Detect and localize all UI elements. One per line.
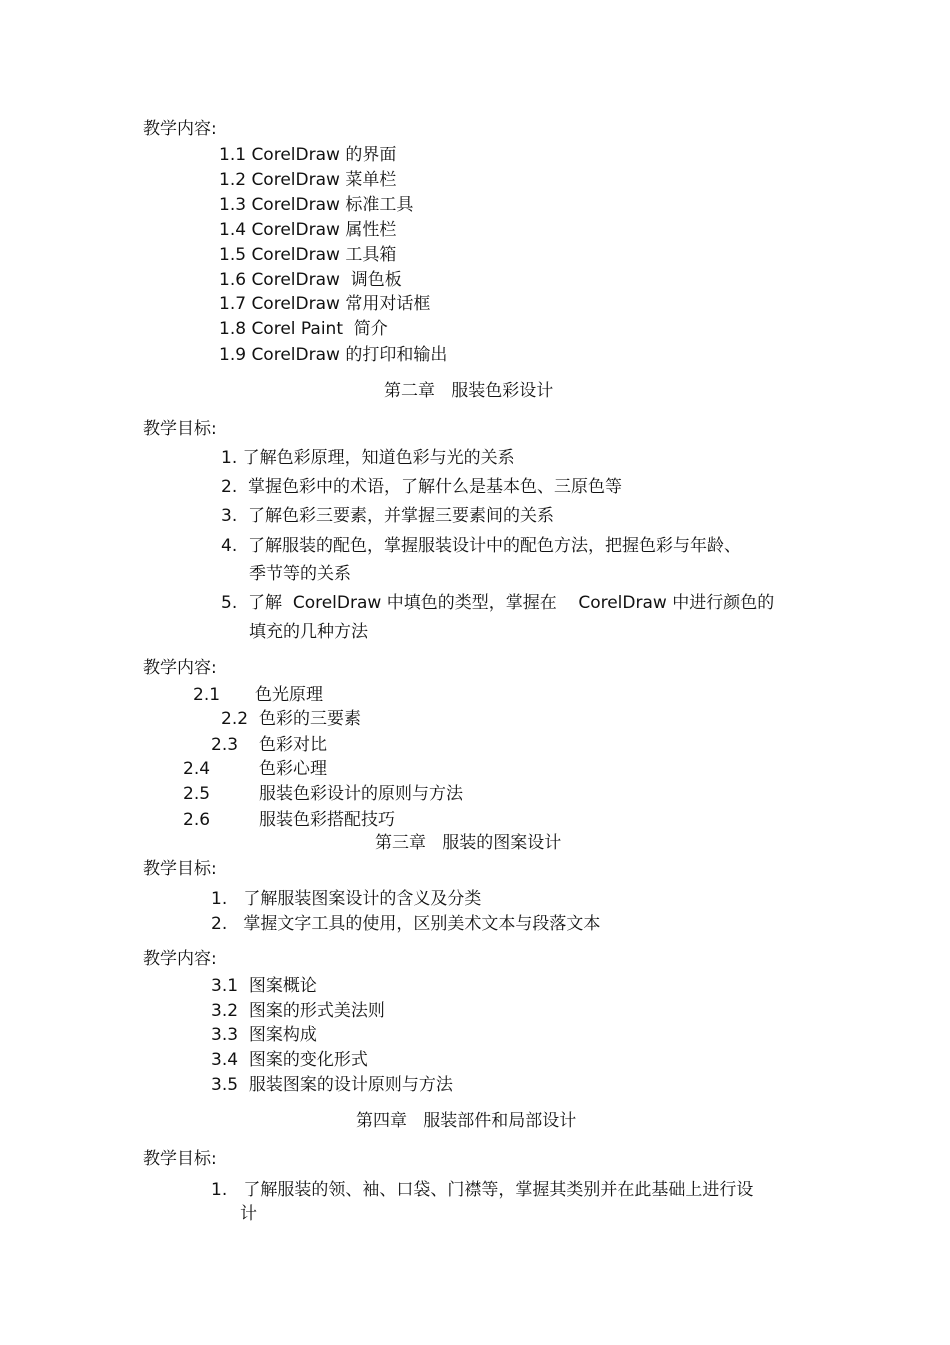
goal-item: 1. 了解服装图案设计的含义及分类 [211,889,482,909]
item-number: 2.3 [211,735,239,755]
item-number: 2.2 [221,709,249,729]
item-text: 色彩对比 [259,735,327,755]
goal-item: 2. 掌握色彩中的术语，了解什么是基本色、三原色等 [221,477,623,497]
list-item: 1.4 CorelDraw 属性栏 [219,220,397,240]
list-item: 1.7 CorelDraw 常用对话框 [219,294,431,314]
goal-item: 3. 了解色彩三要素，并掌握三要素间的关系 [221,506,555,526]
content-label-2: 教学内容: [143,658,217,678]
list-item: 1.3 CorelDraw 标准工具 [219,195,414,215]
chapter-title-2: 第二章 服装色彩设计 [384,381,554,401]
list-item: 1.1 CorelDraw 的界面 [219,145,397,165]
list-item: 3.4 图案的变化形式 [211,1050,368,1070]
list-item: 3.2 图案的形式美法则 [211,1001,385,1021]
list-item: 3.5 服装图案的设计原则与方法 [211,1075,453,1095]
goal-item: 1. 了解服装的领、袖、口袋、门襟等，掌握其类别并在此基础上进行设 [211,1180,754,1200]
content-label-1: 教学内容: [143,119,217,139]
list-item: 1.5 CorelDraw 工具箱 [219,245,397,265]
goals-label-2: 教学目标: [143,419,217,439]
goal-item-continued: 季节等的关系 [249,564,351,584]
list-item: 1.6 CorelDraw 调色板 [219,270,402,290]
item-number: 2.6 [183,810,211,830]
list-item: 1.8 Corel Paint 简介 [219,319,388,339]
item-number: 2.1 [193,685,221,705]
goals-label-3: 教学目标: [143,859,217,879]
goal-item: 5. 了解 CorelDraw 中填色的类型，掌握在 CorelDraw 中进行颜色的 [221,593,775,613]
list-item: 3.1 图案概论 [211,976,317,996]
list-item: 1.2 CorelDraw 菜单栏 [219,170,397,190]
item-text: 服装色彩设计的原则与方法 [259,784,463,804]
item-number: 2.4 [183,759,211,779]
item-text: 服装色彩搭配技巧 [259,810,395,830]
goal-item-continued: 填充的几种方法 [249,622,368,642]
goal-item: 4. 了解服装的配色，掌握服装设计中的配色方法，把握色彩与年龄、 [221,536,742,556]
item-number: 2.5 [183,784,211,804]
item-text: 色彩的三要素 [259,709,361,729]
content-label-3: 教学内容: [143,949,217,969]
chapter-title-3: 第三章 服装的图案设计 [375,833,562,853]
list-item: 3.3 图案构成 [211,1025,317,1045]
goal-item: 1. 了解色彩原理，知道色彩与光的关系 [221,448,515,468]
goals-label-4: 教学目标: [143,1149,217,1169]
item-text: 色光原理 [255,685,323,705]
list-item: 1.9 CorelDraw 的打印和输出 [219,345,448,365]
chapter-title-4: 第四章 服装部件和局部设计 [356,1111,577,1131]
goal-item: 2. 掌握文字工具的使用，区别美术文本与段落文本 [211,914,601,934]
item-text: 色彩心理 [259,759,327,779]
goal-item-continued: 计 [240,1204,257,1224]
